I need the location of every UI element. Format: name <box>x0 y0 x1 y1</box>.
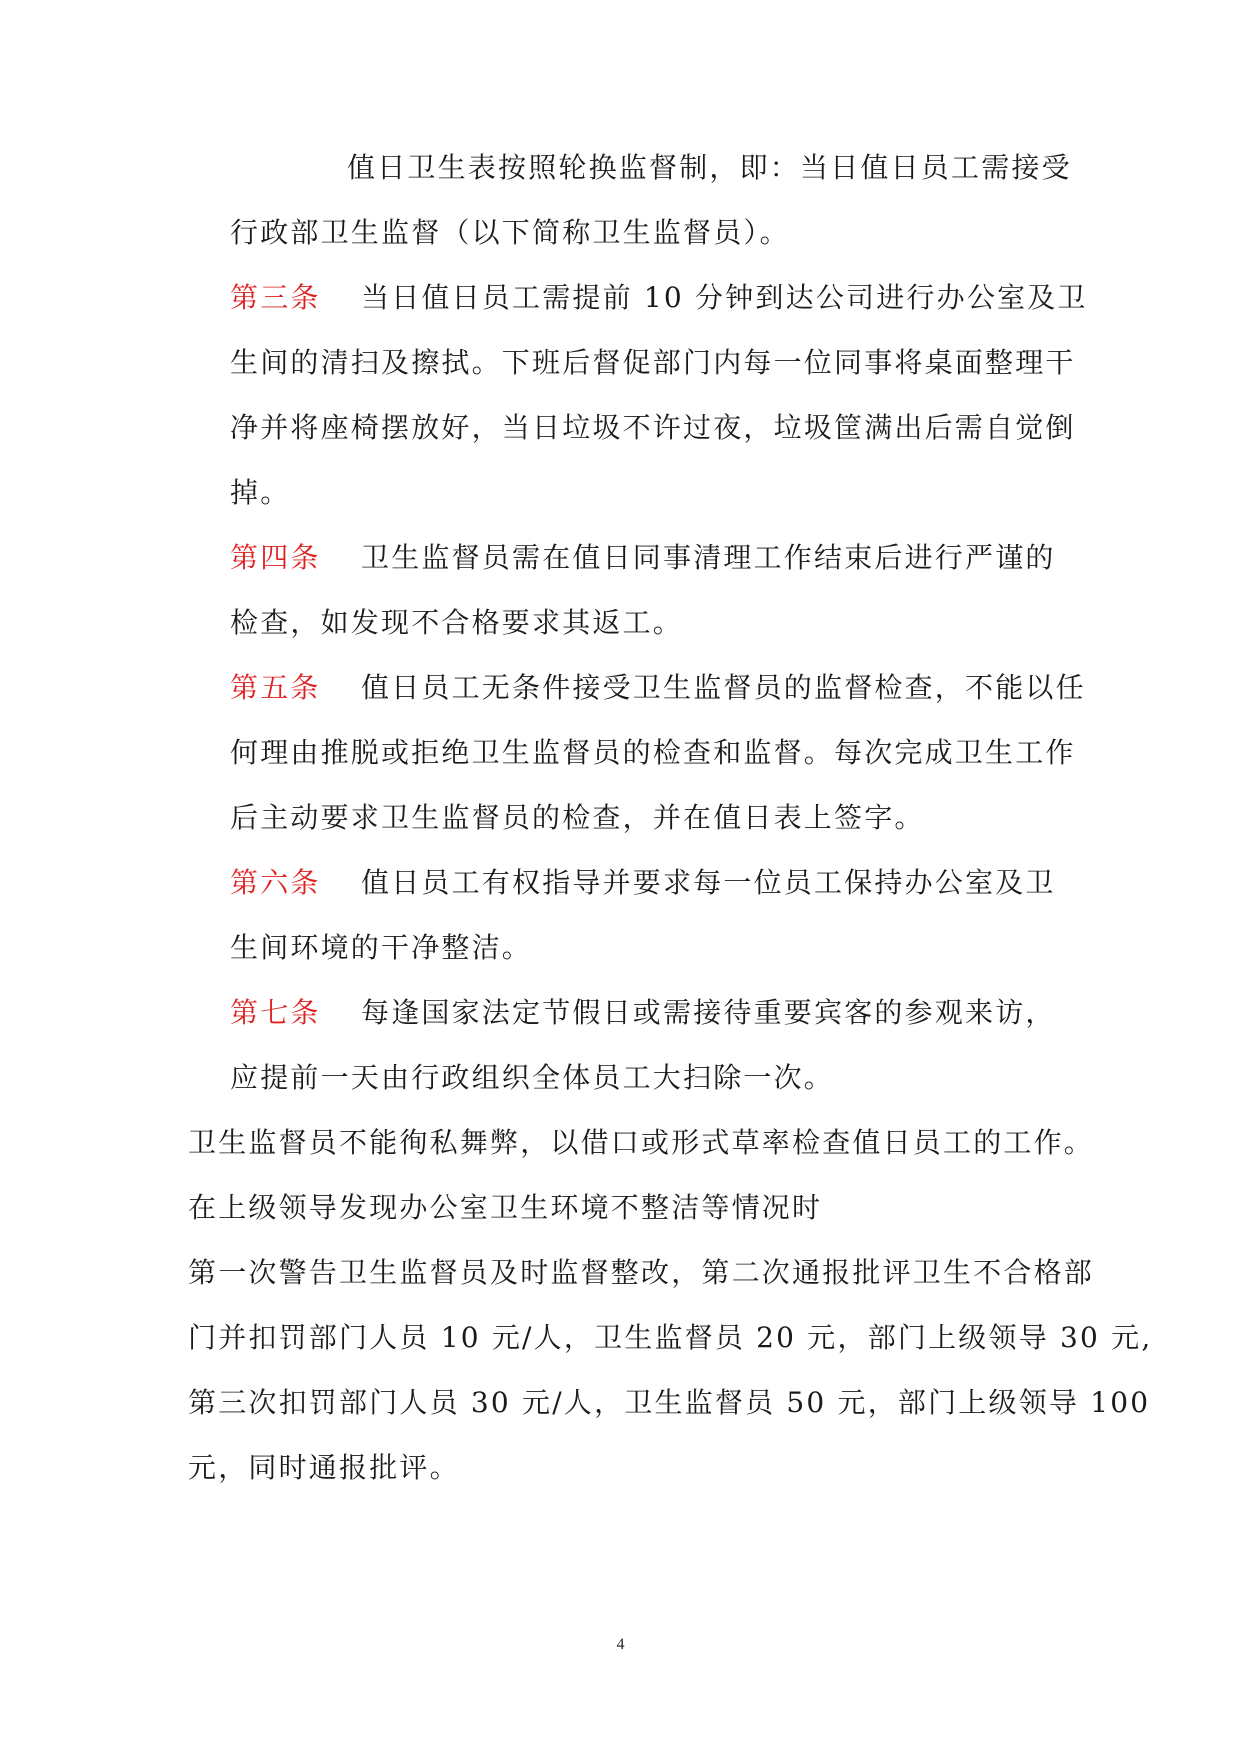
article-4-label: 第四条 <box>230 541 321 574</box>
article-5-line-2: 何理由推脱或拒绝卫生监督员的检查和监督。每次完成卫生工作 <box>230 736 1076 769</box>
page-number: 4 <box>616 1636 625 1653</box>
intro-line-1: 值日卫生表按照轮换监督制，即：当日值日员工需接受 <box>347 151 1072 184</box>
article-6-label: 第六条 <box>230 866 321 899</box>
article-4-first-line <box>230 540 1056 576</box>
closing-line-4: 门并扣罚部门人员 10 元/人，卫生监督员 20 元，部门上级领导 30 元, <box>188 1321 1153 1354</box>
closing-line-5: 第三次扣罚部门人员 30 元/人，卫生监督员 50 元，部门上级领导 100 <box>188 1386 1151 1419</box>
closing-line-3: 第一次警告卫生监督员及时监督整改，第二次通报批评卫生不合格部 <box>188 1256 1095 1289</box>
article-6-line-2: 生间环境的干净整洁。 <box>230 931 533 964</box>
article-7-label: 第七条 <box>230 996 321 1029</box>
article-3-line-3: 净并将座椅摆放好，当日垃圾不许过夜，垃圾筐满出后需自觉倒 <box>230 411 1076 444</box>
article-3-first-line <box>230 280 1088 316</box>
article-6-line-1: 值日员工有权指导并要求每一位员工保持办公室及卫 <box>361 866 1056 899</box>
article-5-first-line <box>230 670 1086 706</box>
article-4-line-1: 卫生监督员需在值日同事清理工作结束后进行严谨的 <box>361 541 1056 574</box>
closing-line-6: 元，同时通报批评。 <box>188 1451 460 1484</box>
intro-line-2: 行政部卫生监督（以下简称卫生监督员）。 <box>230 216 790 249</box>
article-7-first-line <box>230 995 1056 1031</box>
closing-line-2: 在上级领导发现办公室卫生环境不整洁等情况时 <box>188 1191 823 1224</box>
article-3-label: 第三条 <box>230 281 321 314</box>
article-6-first-line <box>230 865 1056 901</box>
closing-line-1: 卫生监督员不能徇私舞弊，以借口或形式草率检查值日员工的工作。 <box>188 1126 1095 1159</box>
article-3-line-2: 生间的清扫及擦拭。下班后督促部门内每一位同事将桌面整理干 <box>230 346 1076 379</box>
article-4-line-2: 检查，如发现不合格要求其返工。 <box>230 606 684 639</box>
article-5-label: 第五条 <box>230 671 321 704</box>
article-3-line-4: 掉。 <box>230 476 291 509</box>
article-7-line-2: 应提前一天由行政组织全体员工大扫除一次。 <box>230 1061 835 1094</box>
article-5-line-3: 后主动要求卫生监督员的检查，并在值日表上签字。 <box>230 801 925 834</box>
article-7-line-1: 每逢国家法定节假日或需接待重要宾客的参观来访， <box>361 996 1056 1029</box>
article-3-line-1: 当日值日员工需提前 10 分钟到达公司进行办公室及卫 <box>361 281 1088 314</box>
article-5-line-1: 值日员工无条件接受卫生监督员的监督检查，不能以任 <box>361 671 1086 704</box>
